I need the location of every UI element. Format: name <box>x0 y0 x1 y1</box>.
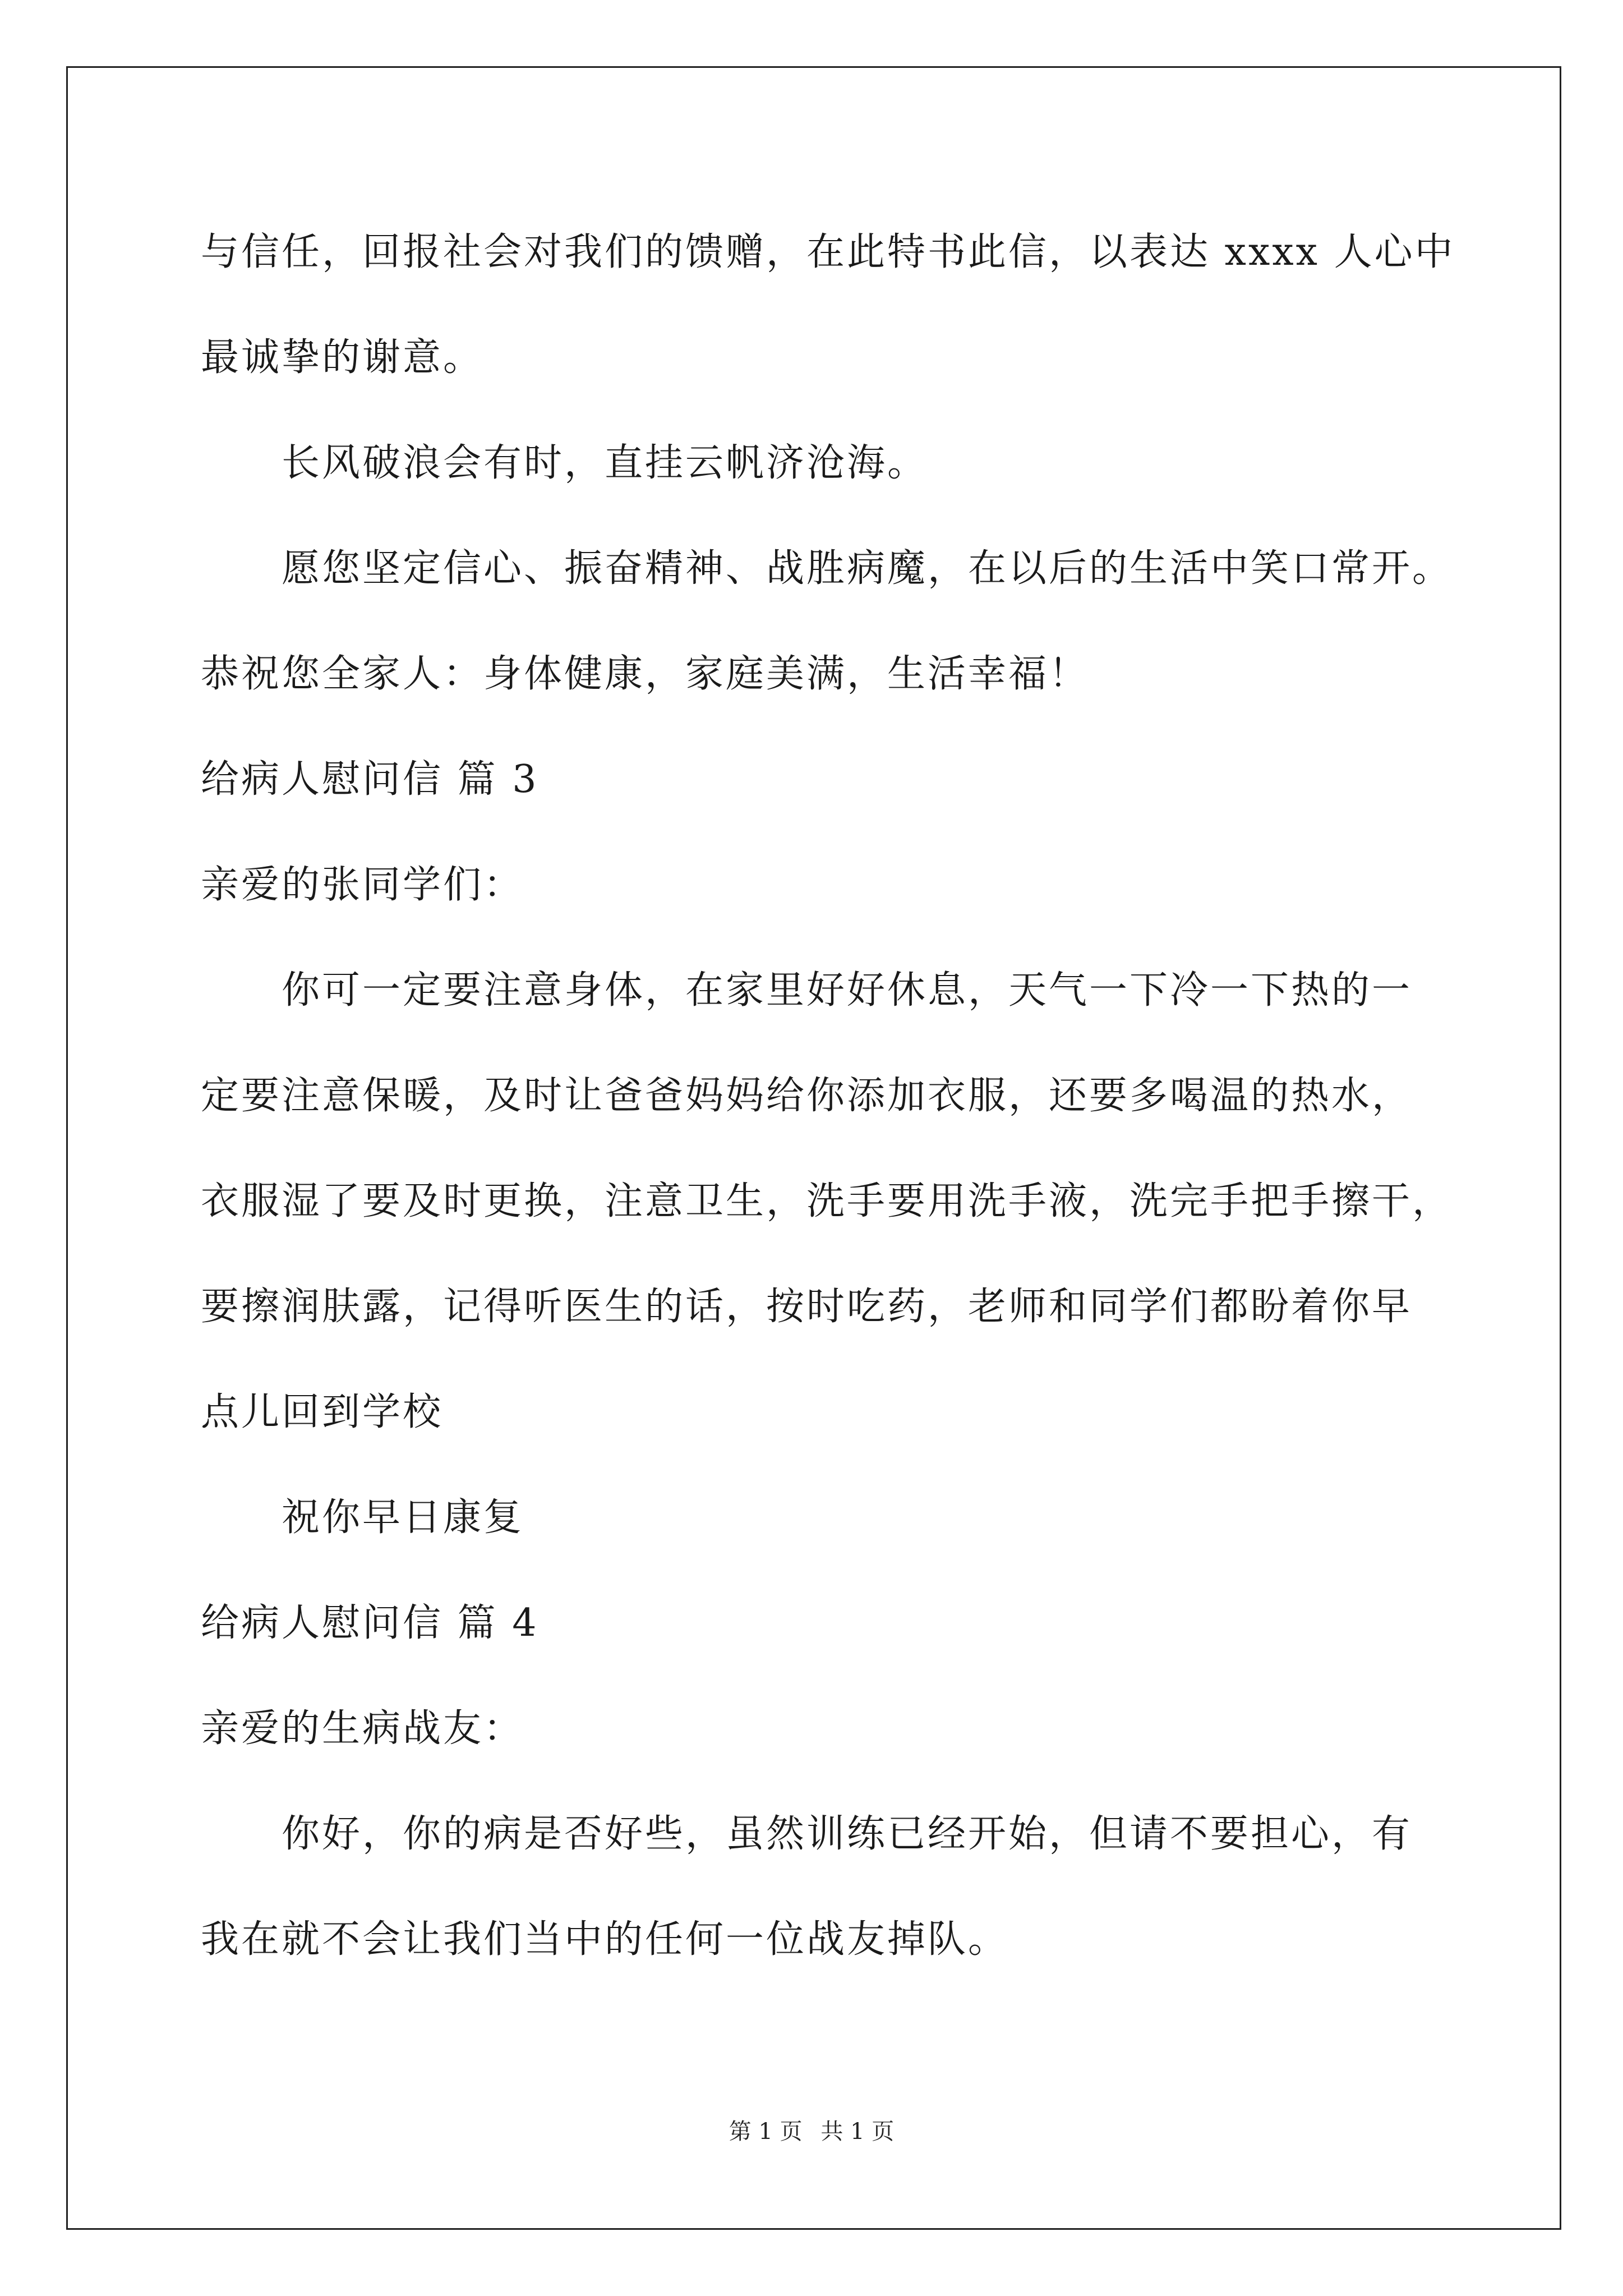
page-total: 共 1 页 <box>820 2119 895 2145</box>
closing-wish: 祝你早日康复 <box>282 1496 524 1540</box>
salutation: 亲爱的生病战友： <box>201 1706 524 1751</box>
paragraph-line: 定要注意保暖，及时让爸爸妈妈给你添加衣服，还要多喝温的热水， <box>201 1074 1413 1118</box>
paragraph-line: 衣服湿了要及时更换，注意卫生，洗手要用洗手液，洗完手把手擦干， <box>201 1179 1453 1223</box>
page-frame <box>66 66 1561 2230</box>
paragraph-line: 与信任，回报社会对我们的馈赠，在此特书此信，以表达 xxxx 人心中 <box>201 230 1455 274</box>
paragraph-line: 我在就不会让我们当中的任何一位战友掉队。 <box>201 1917 1009 1962</box>
paragraph-line: 恭祝您全家人：身体健康，家庭美满，生活幸福！ <box>201 652 1090 696</box>
paragraph-line: 最诚挚的谢意。 <box>201 335 484 380</box>
paragraph-line: 你好，你的病是否好些，虽然训练已经开始，但请不要担心，有 <box>282 1812 1413 1856</box>
section-heading: 给病人慰问信 篇 3 <box>201 757 539 802</box>
section-heading: 给病人慰问信 篇 4 <box>201 1601 539 1645</box>
paragraph-line: 点儿回到学校 <box>201 1390 444 1434</box>
paragraph-line: 你可一定要注意身体，在家里好好休息，天气一下冷一下热的一 <box>282 968 1413 1013</box>
page-number: 第 1 页 <box>728 2119 803 2145</box>
paragraph-line: 长风破浪会有时，直挂云帆济沧海。 <box>282 441 928 485</box>
paragraph-line: 愿您坚定信心、振奋精神、战胜病魔，在以后的生活中笑口常开。 <box>282 546 1453 591</box>
salutation: 亲爱的张同学们： <box>201 863 524 907</box>
page-footer <box>0 2116 1623 2147</box>
paragraph-line: 要擦润肤露，记得听医生的话，按时吃药，老师和同学们都盼着你早 <box>201 1285 1413 1329</box>
